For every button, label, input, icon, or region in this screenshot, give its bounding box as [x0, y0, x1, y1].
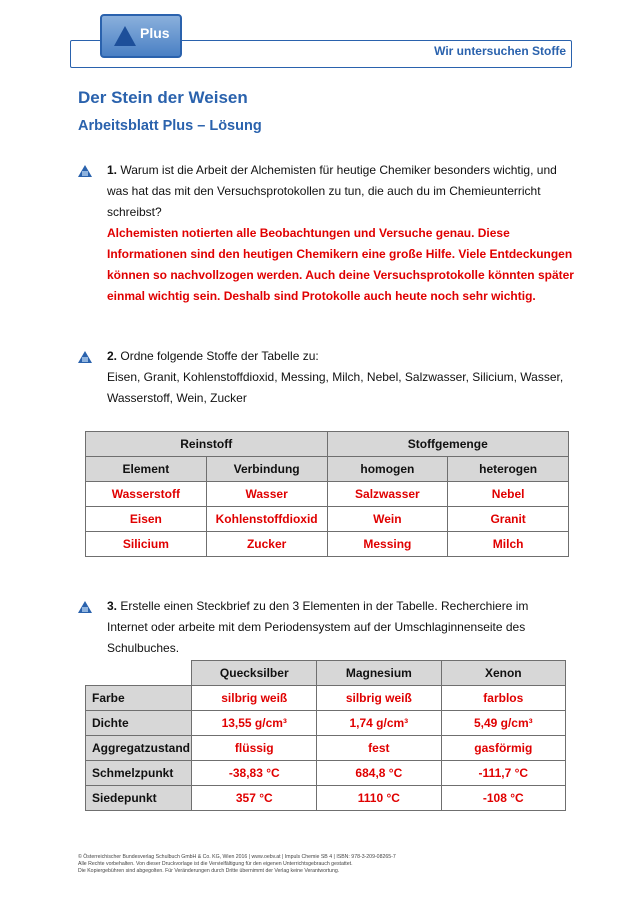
row-header: Schmelzpunkt	[86, 761, 192, 786]
table-cell: -38,83 °C	[192, 761, 317, 786]
question-number: 2.	[107, 349, 118, 363]
group-header: Stoffgemenge	[327, 432, 569, 457]
table-cell: Silicium	[86, 532, 207, 557]
row-header: Siedepunkt	[86, 786, 192, 811]
task-triangle-icon	[78, 351, 92, 363]
question-number: 3.	[107, 599, 118, 613]
footer-disclaimer: Die Kopiergebühren sind abgegolten. Für Veränderungen durch Dritte übernimmt der Verlag keine Verantwortung.	[78, 868, 340, 874]
group-header: Reinstoff	[86, 432, 328, 457]
table-cell: 684,8 °C	[317, 761, 442, 786]
table-cell: gasförmig	[441, 736, 565, 761]
empty-corner	[86, 661, 192, 686]
table-cell: Milch	[448, 532, 569, 557]
table-cell: Salzwasser	[327, 482, 448, 507]
task-triangle-icon	[78, 601, 92, 613]
plus-logo	[100, 14, 182, 58]
question-3	[107, 596, 567, 659]
table-cell: 1,74 g/cm³	[317, 711, 442, 736]
header-title: Wir untersuchen Stoffe	[434, 44, 566, 58]
row-header: Dichte	[86, 711, 192, 736]
table-cell: Wasser	[206, 482, 327, 507]
table-row	[86, 532, 569, 557]
table-cell: Messing	[327, 532, 448, 557]
table-cell: silbrig weiß	[192, 686, 317, 711]
table-row	[86, 786, 566, 811]
question-text: Ordne folgende Stoffe der Tabelle zu:	[120, 349, 319, 363]
table-cell: -108 °C	[441, 786, 565, 811]
question-2	[107, 346, 567, 409]
table-row	[86, 507, 569, 532]
column-header: Verbindung	[206, 457, 327, 482]
table-cell: silbrig weiß	[317, 686, 442, 711]
table-cell: Granit	[448, 507, 569, 532]
question-text: Erstelle einen Steckbrief zu den 3 Elementen in der Tabelle. Recherchiere im Internet oder arbeite mit dem Periodensystem auf der Umschlaginnenseite des Schulbuches.	[107, 599, 529, 655]
question-number: 1.	[107, 163, 118, 177]
table-cell: Wein	[327, 507, 448, 532]
table-cell: Wasserstoff	[86, 482, 207, 507]
column-header: Element	[86, 457, 207, 482]
column-header: heterogen	[448, 457, 569, 482]
table-row	[86, 686, 566, 711]
row-header: Aggregatzustand	[86, 736, 192, 761]
table-cell: Kohlenstoffdioxid	[206, 507, 327, 532]
table-cell: Eisen	[86, 507, 207, 532]
question-1	[107, 160, 567, 223]
element-profile-table	[85, 660, 566, 811]
table-row	[86, 482, 569, 507]
table-row	[86, 761, 566, 786]
substance-list: Eisen, Granit, Kohlenstoffdioxid, Messing, Milch, Nebel, Salzwasser, Silicium, Wasser, Wasserstoff, Wein, Zucker	[107, 370, 564, 405]
table-cell: Zucker	[206, 532, 327, 557]
footer	[78, 854, 558, 875]
footer-rights: Alle Rechte vorbehalten. Von dieser Druckvorlage ist die Vervielfältigung für den eigenen Unterrichtsgebrauch gestattet.	[78, 861, 353, 867]
substance-table	[85, 431, 569, 557]
table-cell: farblos	[441, 686, 565, 711]
task-triangle-icon	[78, 165, 92, 177]
triangle-logo-icon	[114, 26, 136, 46]
table-cell: -111,7 °C	[441, 761, 565, 786]
footer-copyright: © Österreichischer Bundesverlag Schulbuch GmbH & Co. KG, Wien 2016 | www.oebv.at | Impuls Chemie SB 4 | ISBN: 978-3-209-08265-7	[78, 854, 396, 860]
table-cell: 13,55 g/cm³	[192, 711, 317, 736]
row-header: Farbe	[86, 686, 192, 711]
table-cell: fest	[317, 736, 442, 761]
logo-text: Plus	[140, 25, 170, 41]
table-row	[86, 736, 566, 761]
column-header: Xenon	[441, 661, 565, 686]
table-row	[86, 711, 566, 736]
table-cell: 1110 °C	[317, 786, 442, 811]
page-subtitle: Arbeitsblatt Plus – Lösung	[78, 118, 262, 134]
column-header: homogen	[327, 457, 448, 482]
column-header: Magnesium	[317, 661, 442, 686]
table-cell: flüssig	[192, 736, 317, 761]
table-cell: Nebel	[448, 482, 569, 507]
page-title: Der Stein der Weisen	[78, 88, 248, 107]
answer-1: Alchemisten notierten alle Beobachtungen und Versuche genau. Diese Informationen sind den heutigen Chemikern eine große Hilfe. Viele Entdeckungen können so nachvollzogen werden. Auch deine Versuchsprotokolle könnten später einmal wichtig sein. Deshalb sind Protokolle auch heute noch sehr wichtig.	[107, 226, 574, 303]
table-cell: 357 °C	[192, 786, 317, 811]
question-text: Warum ist die Arbeit der Alchemisten für heutige Chemiker besonders wichtig, und was hat das mit den Versuchsprotokollen zu tun, die auch du im Chemieunterricht schreibst?	[107, 163, 557, 219]
table-cell: 5,49 g/cm³	[441, 711, 565, 736]
column-header: Quecksilber	[192, 661, 317, 686]
